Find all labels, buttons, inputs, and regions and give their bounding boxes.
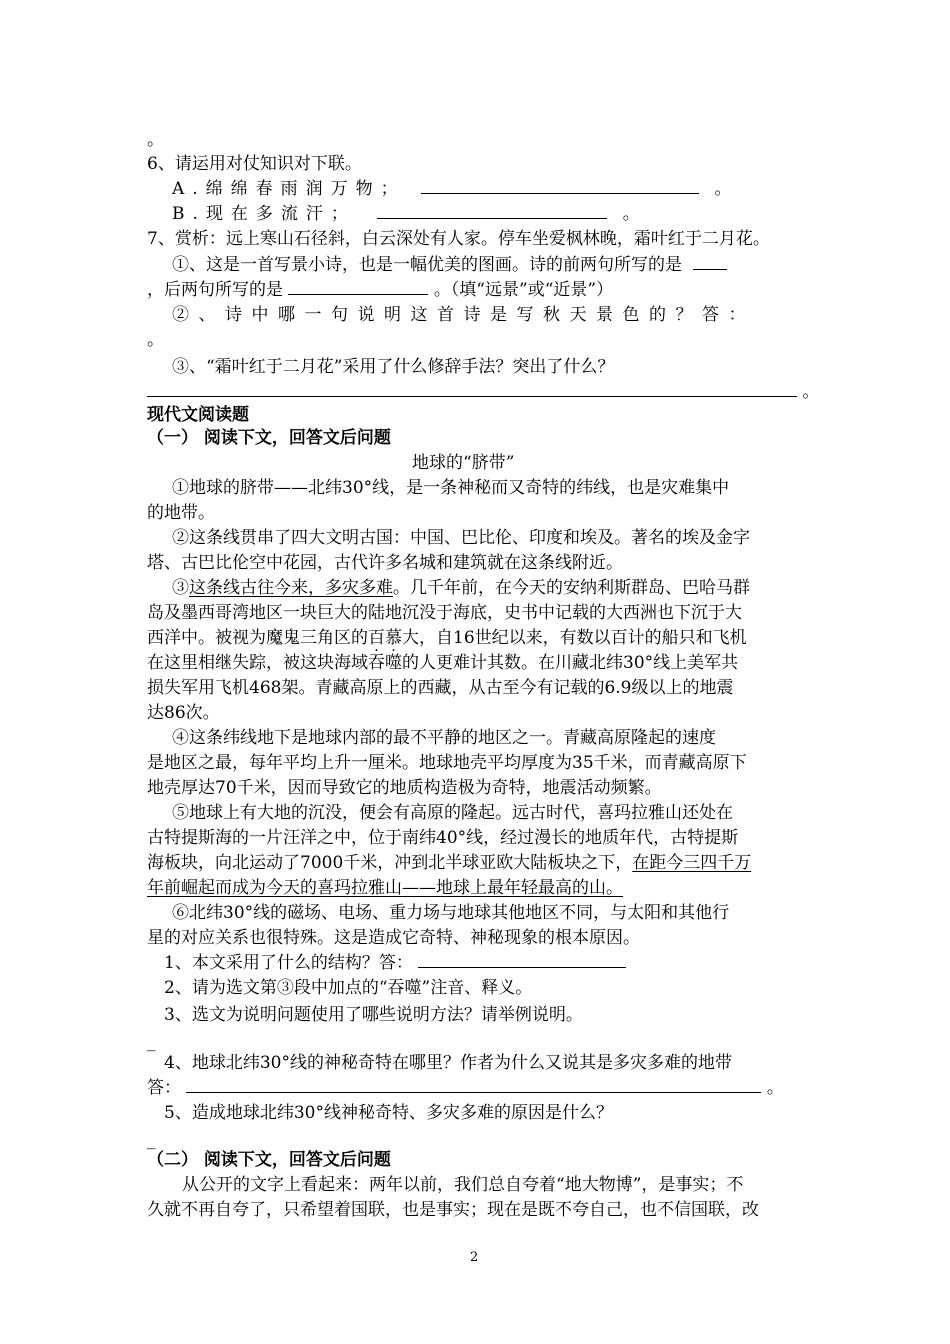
q7-title: 7、赏析：远上寒山石径斜，白云深处有人家。停车坐爱枫林晚，霜叶红于二月花。 xyxy=(147,229,770,249)
q6-a-line xyxy=(172,177,732,201)
q3-mark: _ xyxy=(147,1032,156,1052)
section-title: 现代文阅读题 xyxy=(147,405,249,425)
q6-a-blank[interactable] xyxy=(421,177,699,194)
q7-s2-end: 。 xyxy=(147,330,164,350)
p2-line2: 塔、古巴比伦空中花园，古代许多名城和建筑就在这条线附近。 xyxy=(147,553,623,573)
q4-blank[interactable] xyxy=(186,1076,761,1093)
q1-blank[interactable] xyxy=(418,951,626,968)
q6-b-blank[interactable] xyxy=(377,202,607,219)
p3-num: ③ xyxy=(172,578,189,598)
q6-a-label: A.绵绵春雨润万物； xyxy=(172,179,406,199)
q1-text: 1、本文采用了什么的结构？答： xyxy=(164,953,413,973)
p3-line6: 达86次。 xyxy=(147,703,220,723)
q6-b-line xyxy=(172,202,640,226)
q7-s1-line2 xyxy=(147,278,613,302)
q7-s1-line1 xyxy=(172,253,727,277)
dotted-char-shi: 噬 xyxy=(385,653,402,673)
p4-line1: ④这条纬线地下是地球内部的最不平静的地区之一。青藏高原隆起的速度 xyxy=(172,728,716,748)
article-title: 地球的“脐带” xyxy=(412,453,515,473)
dotted-char-tun: 吞 xyxy=(368,653,385,673)
p3-line1-rest: 。几千年前，在今天的安纳利斯群岛、巴哈马群 xyxy=(393,578,750,598)
q7-s1-blank2[interactable] xyxy=(288,278,428,295)
p3-underlined: 这条线古往今来，多灾多难 xyxy=(189,578,393,598)
part1-q2: 2、请为选文第③段中加点的“吞噬”注音、释义。 xyxy=(164,978,533,998)
p3-line5: 损失军用飞机468架。青藏高原上的西藏，从古至今有记载的6.9级以上的地震 xyxy=(147,678,734,698)
q7-s1-text2: ，后两句所写的是 xyxy=(147,280,283,300)
q6-b-label: B.现在多流汗； xyxy=(172,204,356,224)
part1-q3: 3、选文为说明问题使用了哪些说明方法？请举例说明。 xyxy=(164,1005,583,1025)
p3-line2: 岛及墨西哥湾地区一块巨大的陆地沉没于海底，史书中记载的大西洲也下沉于大 xyxy=(147,603,742,623)
p3-line4-a: 在这里相继失踪，被这块海域 xyxy=(147,653,368,673)
part2-line2: 久就不再自夸了，只希望着国联，也是事实；现在是既不夸自己，也不信国联，改 xyxy=(147,1200,759,1220)
q6-a-end: 。 xyxy=(714,179,732,199)
q6-title: 6、请运用对仗知识对下联。 xyxy=(147,154,362,174)
p5-line2: 古特提斯海的一片汪洋之中，位于南纬40°线，经过漫长的地质年代，古特提斯 xyxy=(147,828,739,848)
p6-line1: ⑥北纬30°线的磁场、电场、重力场与地球其他地区不同，与太阳和其他行 xyxy=(172,903,730,923)
q4-answer-label: 答： xyxy=(147,1078,181,1098)
p6-line2: 星的对应关系也很特殊。这是造成它奇特、神秘现象的根本原因。 xyxy=(147,928,640,948)
part1-q5: 5、造成地球北纬30°线神秘奇特、多灾多难的原因是什么？ xyxy=(164,1103,613,1123)
part2-line1: 从公开的文字上看起来：两年以前，我们总自夸着“地大物博”，是事实；不 xyxy=(182,1175,744,1195)
p1-line2: 的地带。 xyxy=(147,503,215,523)
part1-q1 xyxy=(164,951,626,975)
p5-line4-underlined: 年前崛起而成为今天的喜玛拉雅山——地球上最年轻最高的山。 xyxy=(147,878,623,898)
q7-s3: ③、“霜叶红于二月花”采用了什么修辞手法？突出了什么？ xyxy=(172,357,615,377)
p4-line2: 是地区之最，每年平均上升一厘米。地球地壳平均厚度为35千米，而青藏高原下 xyxy=(147,753,747,773)
q7-s3-answer xyxy=(147,380,819,404)
part1-heading: （一） 阅读下文，回答文后问题 xyxy=(147,428,391,448)
q7-s1-text3: 。（填“远景”或“近景”） xyxy=(433,280,614,300)
part2-heading: （二） 阅读下文，回答文后问题 xyxy=(147,1150,391,1170)
p5-line1: ⑤地球上有大地的沉没，便会有高原的隆起。远古时代，喜玛拉雅山还处在 xyxy=(172,803,733,823)
p2-line1: ②这条线贯串了四大文明古国：中国、巴比伦、印度和埃及。著名的埃及金字 xyxy=(172,528,750,548)
p3-line1 xyxy=(172,576,750,600)
p3-line3: 西洋中。被视为魔鬼三角区的百慕大，自16世纪以来，有数以百计的船只和飞机 xyxy=(147,628,747,648)
p4-line3: 地壳厚达70千米，因而导致它的地质构造极为奇特，地震活动频繁。 xyxy=(147,778,662,798)
top-mark: 。 xyxy=(147,130,164,150)
p3-line4 xyxy=(147,651,738,675)
p3-line4-b: 的人更难计其数。在川藏北纬30°线上美军共 xyxy=(402,653,739,673)
p5-line3-underlined: 在距今三四千万 xyxy=(632,853,752,873)
q5-mark: _ xyxy=(147,1130,156,1150)
part1-q4: 4、地球北纬30°线的神秘奇特在哪里？作者为什么又说其是多灾多难的地带 xyxy=(164,1053,732,1073)
q7-s2: ②、诗中哪一句说明这首诗是写秋天景色的？答： xyxy=(172,305,755,325)
q7-s1-text: ①、这是一首写景小诗，也是一幅优美的图画。诗的前两句所写的是 xyxy=(172,255,682,275)
q7-s3-blank[interactable] xyxy=(147,380,797,397)
q4-end: 。 xyxy=(766,1078,784,1098)
part1-q4-answer xyxy=(147,1076,784,1100)
q7-s3-end: 。 xyxy=(802,382,820,402)
p5-line3-a: 海板块，向北运动了7000千米，冲到北半球亚欧大陆板块之下， xyxy=(147,853,633,873)
page-number: 2 xyxy=(470,1250,479,1265)
p5-line3 xyxy=(147,851,751,875)
q7-s1-blank1[interactable] xyxy=(693,253,727,270)
q6-b-end: 。 xyxy=(622,204,640,224)
p1-line1: ①地球的脐带——北纬30°线，是一条神秘而又奇特的纬线，也是灾难集中 xyxy=(172,478,730,498)
